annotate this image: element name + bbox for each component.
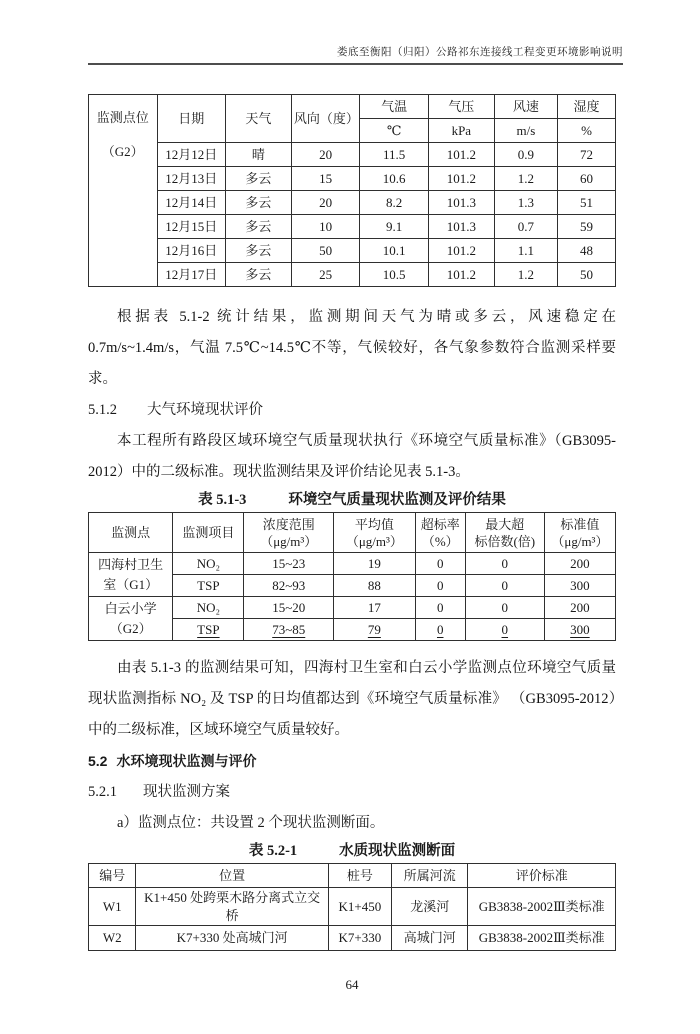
cell-humidity: 50 xyxy=(557,263,615,287)
table-row xyxy=(89,553,616,575)
table-row xyxy=(89,597,616,619)
cell-location: K1+450 处跨栗木路分离式立交桥 xyxy=(136,888,328,926)
table-header-row xyxy=(89,513,616,553)
col-header-range: 浓度范围 （μg/m³） xyxy=(244,513,334,553)
unit-wind-speed: m/s xyxy=(494,119,557,143)
cell-date: 12月14日 xyxy=(157,191,226,215)
cell-pressure: 101.2 xyxy=(428,263,494,287)
document-page xyxy=(0,44,700,1034)
cell-max-exceed: 0 xyxy=(465,553,544,575)
col-header-date: 日期 xyxy=(157,95,226,143)
cell-exceed-rate: 0 xyxy=(415,575,465,597)
cell-wind-speed: 1.2 xyxy=(494,263,557,287)
page-content xyxy=(88,94,616,993)
cell-weather: 多云 xyxy=(226,215,292,239)
cell-standard: 200 xyxy=(544,597,615,619)
cell-max-exceed: 0 xyxy=(465,619,544,641)
paragraph-air-standard: 本工程所有路段区域环境空气质量现状执行《环境空气质量标准》（GB3095-2012）中的二级标准。现状监测结果及评价结论见表 5.1-3。 xyxy=(88,433,616,480)
cell-river: 高城门河 xyxy=(392,926,468,951)
cell-standard: 300 xyxy=(544,575,615,597)
col-header-wind-dir: 风向（度） xyxy=(291,95,360,143)
cell-exceed-rate: 0 xyxy=(415,553,465,575)
col-header-weather: 天气 xyxy=(226,95,292,143)
cell-temp: 10.5 xyxy=(360,263,429,287)
section-title: 大气环境现状评价 xyxy=(147,402,263,418)
col-header-location: 位置 xyxy=(136,864,328,888)
cell-average: 19 xyxy=(334,553,416,575)
cell-wind-dir: 50 xyxy=(291,239,360,263)
cell-average: 17 xyxy=(334,597,416,619)
cell-temp: 10.6 xyxy=(360,167,429,191)
unit-temp: ℃ xyxy=(360,119,429,143)
cell-wind-speed: 1.3 xyxy=(494,191,557,215)
section-title: 现状监测方案 xyxy=(143,784,230,800)
col-header-max-exceed: 最大超 标倍数(倍) xyxy=(465,513,544,553)
cell-date: 12月17日 xyxy=(157,263,226,287)
cell-humidity: 72 xyxy=(557,143,615,167)
cell-date: 12月12日 xyxy=(157,143,226,167)
table-row xyxy=(89,926,616,951)
col-header-id: 编号 xyxy=(89,864,136,888)
cell-id: W1 xyxy=(89,888,136,926)
unit-pressure: kPa xyxy=(428,119,494,143)
cell-weather: 晴 xyxy=(226,143,292,167)
section-number: 5.2 xyxy=(88,753,108,769)
cell-pressure: 101.3 xyxy=(428,215,494,239)
cell-temp: 9.1 xyxy=(360,215,429,239)
cell-range: 15~23 xyxy=(244,553,334,575)
table-caption: 水质现状监测断面 xyxy=(339,843,456,859)
cell-date: 12月16日 xyxy=(157,239,226,263)
paragraph-weather-summary: 根据表 5.1-2 统计结果，监测期间天气为晴或多云，风速稳定在 0.7m/s~1.4m/s，气温 7.5℃~14.5℃不等，气候较好，各气象参数符合监测采样要求。 xyxy=(88,309,616,387)
cell-item: TSP xyxy=(173,575,244,597)
header-title: 娄底至衡阳（归阳）公路祁东连接线工程变更环境影响说明 xyxy=(337,47,623,58)
cell-station xyxy=(89,95,158,287)
table-number: 表 5.2-1 xyxy=(248,843,298,859)
cell-standard: 300 xyxy=(544,619,615,641)
table-header-row xyxy=(89,95,616,119)
cell-date: 12月13日 xyxy=(157,167,226,191)
cell-humidity: 48 xyxy=(557,239,615,263)
cell-wind-dir: 10 xyxy=(291,215,360,239)
table-row xyxy=(89,167,616,191)
running-header xyxy=(88,44,623,65)
section-heading-5-1-2 xyxy=(88,395,616,426)
page-number: 64 xyxy=(345,977,359,993)
cell-standard: GB3838-2002Ⅲ类标准 xyxy=(468,926,616,951)
col-header-standard: 标准值 （μg/m³） xyxy=(544,513,615,553)
air-table-title xyxy=(88,488,616,512)
cell-average: 88 xyxy=(334,575,416,597)
cell-stake: K1+450 xyxy=(328,888,391,926)
col-header-wind-speed: 风速 xyxy=(494,95,557,119)
cell-wind-dir: 20 xyxy=(291,191,360,215)
table-header-row xyxy=(89,864,616,888)
water-sections-table xyxy=(88,863,616,951)
cell-humidity: 51 xyxy=(557,191,615,215)
cell-max-exceed: 0 xyxy=(465,575,544,597)
cell-site-g1: 四海村卫生 室（G1） xyxy=(89,553,173,597)
col-header-temp: 气温 xyxy=(360,95,429,119)
col-header-exceed-rate: 超标率 （%） xyxy=(415,513,465,553)
cell-pressure: 101.2 xyxy=(428,167,494,191)
section-heading-5-2 xyxy=(88,746,616,777)
cell-item: TSP xyxy=(173,619,244,641)
cell-temp: 8.2 xyxy=(360,191,429,215)
cell-standard: 200 xyxy=(544,553,615,575)
table-number: 表 5.1-3 xyxy=(198,492,247,508)
table-row xyxy=(89,143,616,167)
cell-wind-dir: 15 xyxy=(291,167,360,191)
cell-standard: GB3838-2002Ⅲ类标准 xyxy=(468,888,616,926)
cell-id: W2 xyxy=(89,926,136,951)
table-row xyxy=(89,191,616,215)
list-item-a: a）监测点位：共设置 2 个现状监测断面。 xyxy=(117,815,385,831)
cell-wind-speed: 0.9 xyxy=(494,143,557,167)
col-header-standard: 评价标准 xyxy=(468,864,616,888)
cell-temp: 11.5 xyxy=(360,143,429,167)
cell-stake: K7+330 xyxy=(328,926,391,951)
cell-weather: 多云 xyxy=(226,239,292,263)
cell-temp: 10.1 xyxy=(360,239,429,263)
col-header-pressure: 气压 xyxy=(428,95,494,119)
col-header-item: 监测项目 xyxy=(173,513,244,553)
weather-table xyxy=(88,94,616,287)
col-header-site: 监测点 xyxy=(89,513,173,553)
air-quality-table xyxy=(88,512,616,641)
section-number: 5.2.1 xyxy=(88,784,117,800)
section-title: 水环境现状监测与评价 xyxy=(116,753,257,769)
unit-humidity: % xyxy=(557,119,615,143)
cell-weather: 多云 xyxy=(226,263,292,287)
cell-location: K7+330 处高城门河 xyxy=(136,926,328,951)
cell-weather: 多云 xyxy=(226,191,292,215)
cell-item: NO₂ xyxy=(173,597,244,619)
cell-date: 12月15日 xyxy=(157,215,226,239)
cell-wind-dir: 25 xyxy=(291,263,360,287)
cell-pressure: 101.2 xyxy=(428,239,494,263)
cell-wind-speed: 1.1 xyxy=(494,239,557,263)
cell-pressure: 101.2 xyxy=(428,143,494,167)
cell-wind-speed: 0.7 xyxy=(494,215,557,239)
cell-exceed-rate: 0 xyxy=(415,597,465,619)
cell-humidity: 59 xyxy=(557,215,615,239)
cell-humidity: 60 xyxy=(557,167,615,191)
table-row xyxy=(89,239,616,263)
table-row xyxy=(89,263,616,287)
cell-pressure: 101.3 xyxy=(428,191,494,215)
cell-weather: 多云 xyxy=(226,167,292,191)
cell-range: 82~93 xyxy=(244,575,334,597)
cell-exceed-rate: 0 xyxy=(415,619,465,641)
paragraph-air-conclusion: 由表 5.1-3 的监测结果可知，四海村卫生室和白云小学监测点位环境空气质量现状监测指标 NO₂ 及 TSP 的日均值都达到《环境空气质量标准》 （GB3095-2012）中的二级标准，区域环境空气质量较好。 xyxy=(88,660,616,738)
cell-site-g2: 白云小学 （G2） xyxy=(89,597,173,641)
cell-item: NO₂ xyxy=(173,553,244,575)
col-header-humidity: 湿度 xyxy=(557,95,615,119)
station-label: 监测点位 xyxy=(96,110,149,125)
cell-max-exceed: 0 xyxy=(465,597,544,619)
table-row xyxy=(89,888,616,926)
water-table-title xyxy=(88,839,616,863)
section-number: 5.1.2 xyxy=(88,402,117,418)
col-header-river: 所属河流 xyxy=(392,864,468,888)
cell-wind-dir: 20 xyxy=(291,143,360,167)
cell-range: 73~85 xyxy=(244,619,334,641)
col-header-average: 平均值 （μg/m³） xyxy=(334,513,416,553)
cell-range: 15~20 xyxy=(244,597,334,619)
section-heading-5-2-1 xyxy=(88,777,616,808)
cell-river: 龙溪河 xyxy=(392,888,468,926)
cell-wind-speed: 1.2 xyxy=(494,167,557,191)
station-id: （G2） xyxy=(101,144,144,159)
col-header-stake: 桩号 xyxy=(328,864,391,888)
table-row xyxy=(89,215,616,239)
table-caption: 环境空气质量现状监测及评价结果 xyxy=(288,492,506,508)
cell-average: 79 xyxy=(334,619,416,641)
